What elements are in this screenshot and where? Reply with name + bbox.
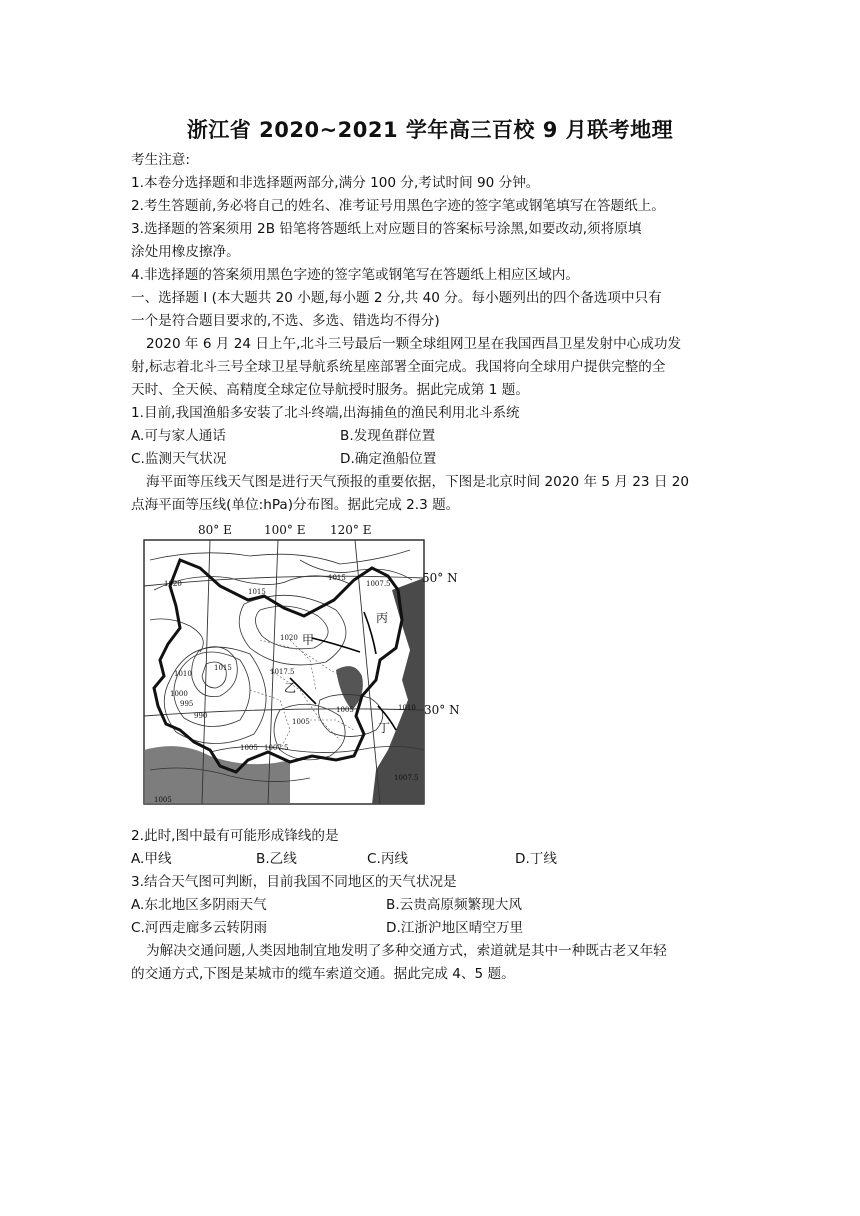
q2-option-a: A.甲线 xyxy=(131,851,172,867)
notice-item: 1.本卷分选择题和非选择题两部分,满分 100 分,考试时间 90 分钟。 xyxy=(131,175,540,191)
lon-label: 80° E xyxy=(198,523,232,537)
isobar-label: 995 xyxy=(180,700,194,708)
line-label-bing: 丙 xyxy=(376,611,389,625)
q3-option-d: D.江浙沪地区晴空万里 xyxy=(386,920,524,936)
lon-label: 100° E xyxy=(264,523,306,537)
passage3-line: 为解决交通问题,人类因地制宜地发明了多种交通方式，索道就是其中一种既古老又年轻 xyxy=(146,943,667,959)
isobar-label: 990 xyxy=(194,712,208,720)
isobar-label: 1010 xyxy=(398,704,416,712)
q1-option-d: D.确定渔船位置 xyxy=(340,451,437,467)
passage1-line: 天时、全天候、高精度全球定位导航授时服务。据此完成第 1 题。 xyxy=(131,382,529,398)
q1-option-b: B.发现鱼群位置 xyxy=(340,428,436,444)
lon-label: 120° E xyxy=(330,523,372,537)
q2-option-d: D.丁线 xyxy=(515,851,557,867)
q2-option-b: B.乙线 xyxy=(256,851,297,867)
question-2-stem: 2.此时,图中最有可能形成锋线的是 xyxy=(131,828,339,844)
line-label-jia: 甲 xyxy=(302,633,315,647)
isobar-label: 1000 xyxy=(170,690,188,698)
passage1-line: 射,标志着北斗三号全球卫星导航系统星座部署全面完成。我国将向全球用户提供完整的全 xyxy=(131,359,666,375)
passage3-line: 的交通方式,下图是某城市的缆车索道交通。据此完成 4、5 题。 xyxy=(131,966,515,982)
isobar-label: 1007.5 xyxy=(264,744,289,752)
q3-option-a: A.东北地区多阴雨天气 xyxy=(131,897,267,913)
isobar-map xyxy=(140,520,460,806)
isobar-label: 1015 xyxy=(328,574,346,582)
isobar-label: 1015 xyxy=(214,664,232,672)
isobar-label: 1005 xyxy=(154,796,172,804)
section-heading-cont: 一个是符合题目要求的,不选、多选、错选均不得分) xyxy=(131,313,440,329)
line-label-yi: 乙 xyxy=(284,681,297,695)
passage2-line: 海平面等压线天气图是进行天气预报的重要依据，下图是北京时间 2020 年 5 月 23 日 20 xyxy=(146,474,690,490)
lat-label: 50° N xyxy=(422,571,458,585)
isobar-label: 1020 xyxy=(164,580,182,588)
q1-option-a: A.可与家人通话 xyxy=(131,428,226,444)
section-heading: 一、选择题 I (本大题共 20 小题,每小题 2 分,共 40 分。每小题列出的四个备选项中只有 xyxy=(131,290,662,306)
isobar-label: 1005 xyxy=(336,706,354,714)
passage1-line: 2020 年 6 月 24 日上午,北斗三号最后一颗全球组网卫星在我国西昌卫星发射中心成功发 xyxy=(146,336,682,352)
lat-label: 30° N xyxy=(424,703,460,717)
notice-item: 3.选择题的答案须用 2B 铅笔将答题纸上对应题目的答案标号涂黑,如要改动,须将原填 xyxy=(131,221,642,237)
question-3-stem: 3.结合天气图可判断，目前我国不同地区的天气状况是 xyxy=(131,874,457,890)
isobar-label: 1015 xyxy=(248,588,266,596)
q1-option-c: C.监测天气状况 xyxy=(131,451,227,467)
isobar-label: 1020 xyxy=(280,634,298,642)
q2-option-c: C.丙线 xyxy=(367,851,409,867)
q3-option-b: B.云贵高原频繁现大风 xyxy=(386,897,522,913)
page-title: 浙江省 2020~2021 学年高三百校 9 月联考地理 xyxy=(186,118,674,142)
notice-heading: 考生注意: xyxy=(131,152,190,168)
isobar-label: 1007.5 xyxy=(394,774,419,782)
isobar-label: 1005 xyxy=(240,744,258,752)
isobar-label: 1005 xyxy=(292,718,310,726)
line-label-ding: 丁 xyxy=(378,721,391,735)
passage2-line: 点海平面等压线(单位:hPa)分布图。据此完成 2.3 题。 xyxy=(131,497,460,513)
notice-item: 涂处用橡皮擦净。 xyxy=(131,244,240,260)
question-1-stem: 1.目前,我国渔船多安装了北斗终端,出海捕鱼的渔民利用北斗系统 xyxy=(131,405,520,421)
isobar-label: 1017.5 xyxy=(270,668,295,676)
isobar-label: 1010 xyxy=(174,670,192,678)
isobar-label: 1007.5 xyxy=(366,580,391,588)
q3-option-c: C.河西走廊多云转阴雨 xyxy=(131,920,268,936)
notice-item: 2.考生答题前,务必将自己的姓名、准考证号用黑色字迹的签字笔或钢笔填写在答题纸上。 xyxy=(131,198,665,214)
notice-item: 4.非选择题的答案须用黑色字迹的签字笔或钢笔写在答题纸上相应区域内。 xyxy=(131,267,579,283)
